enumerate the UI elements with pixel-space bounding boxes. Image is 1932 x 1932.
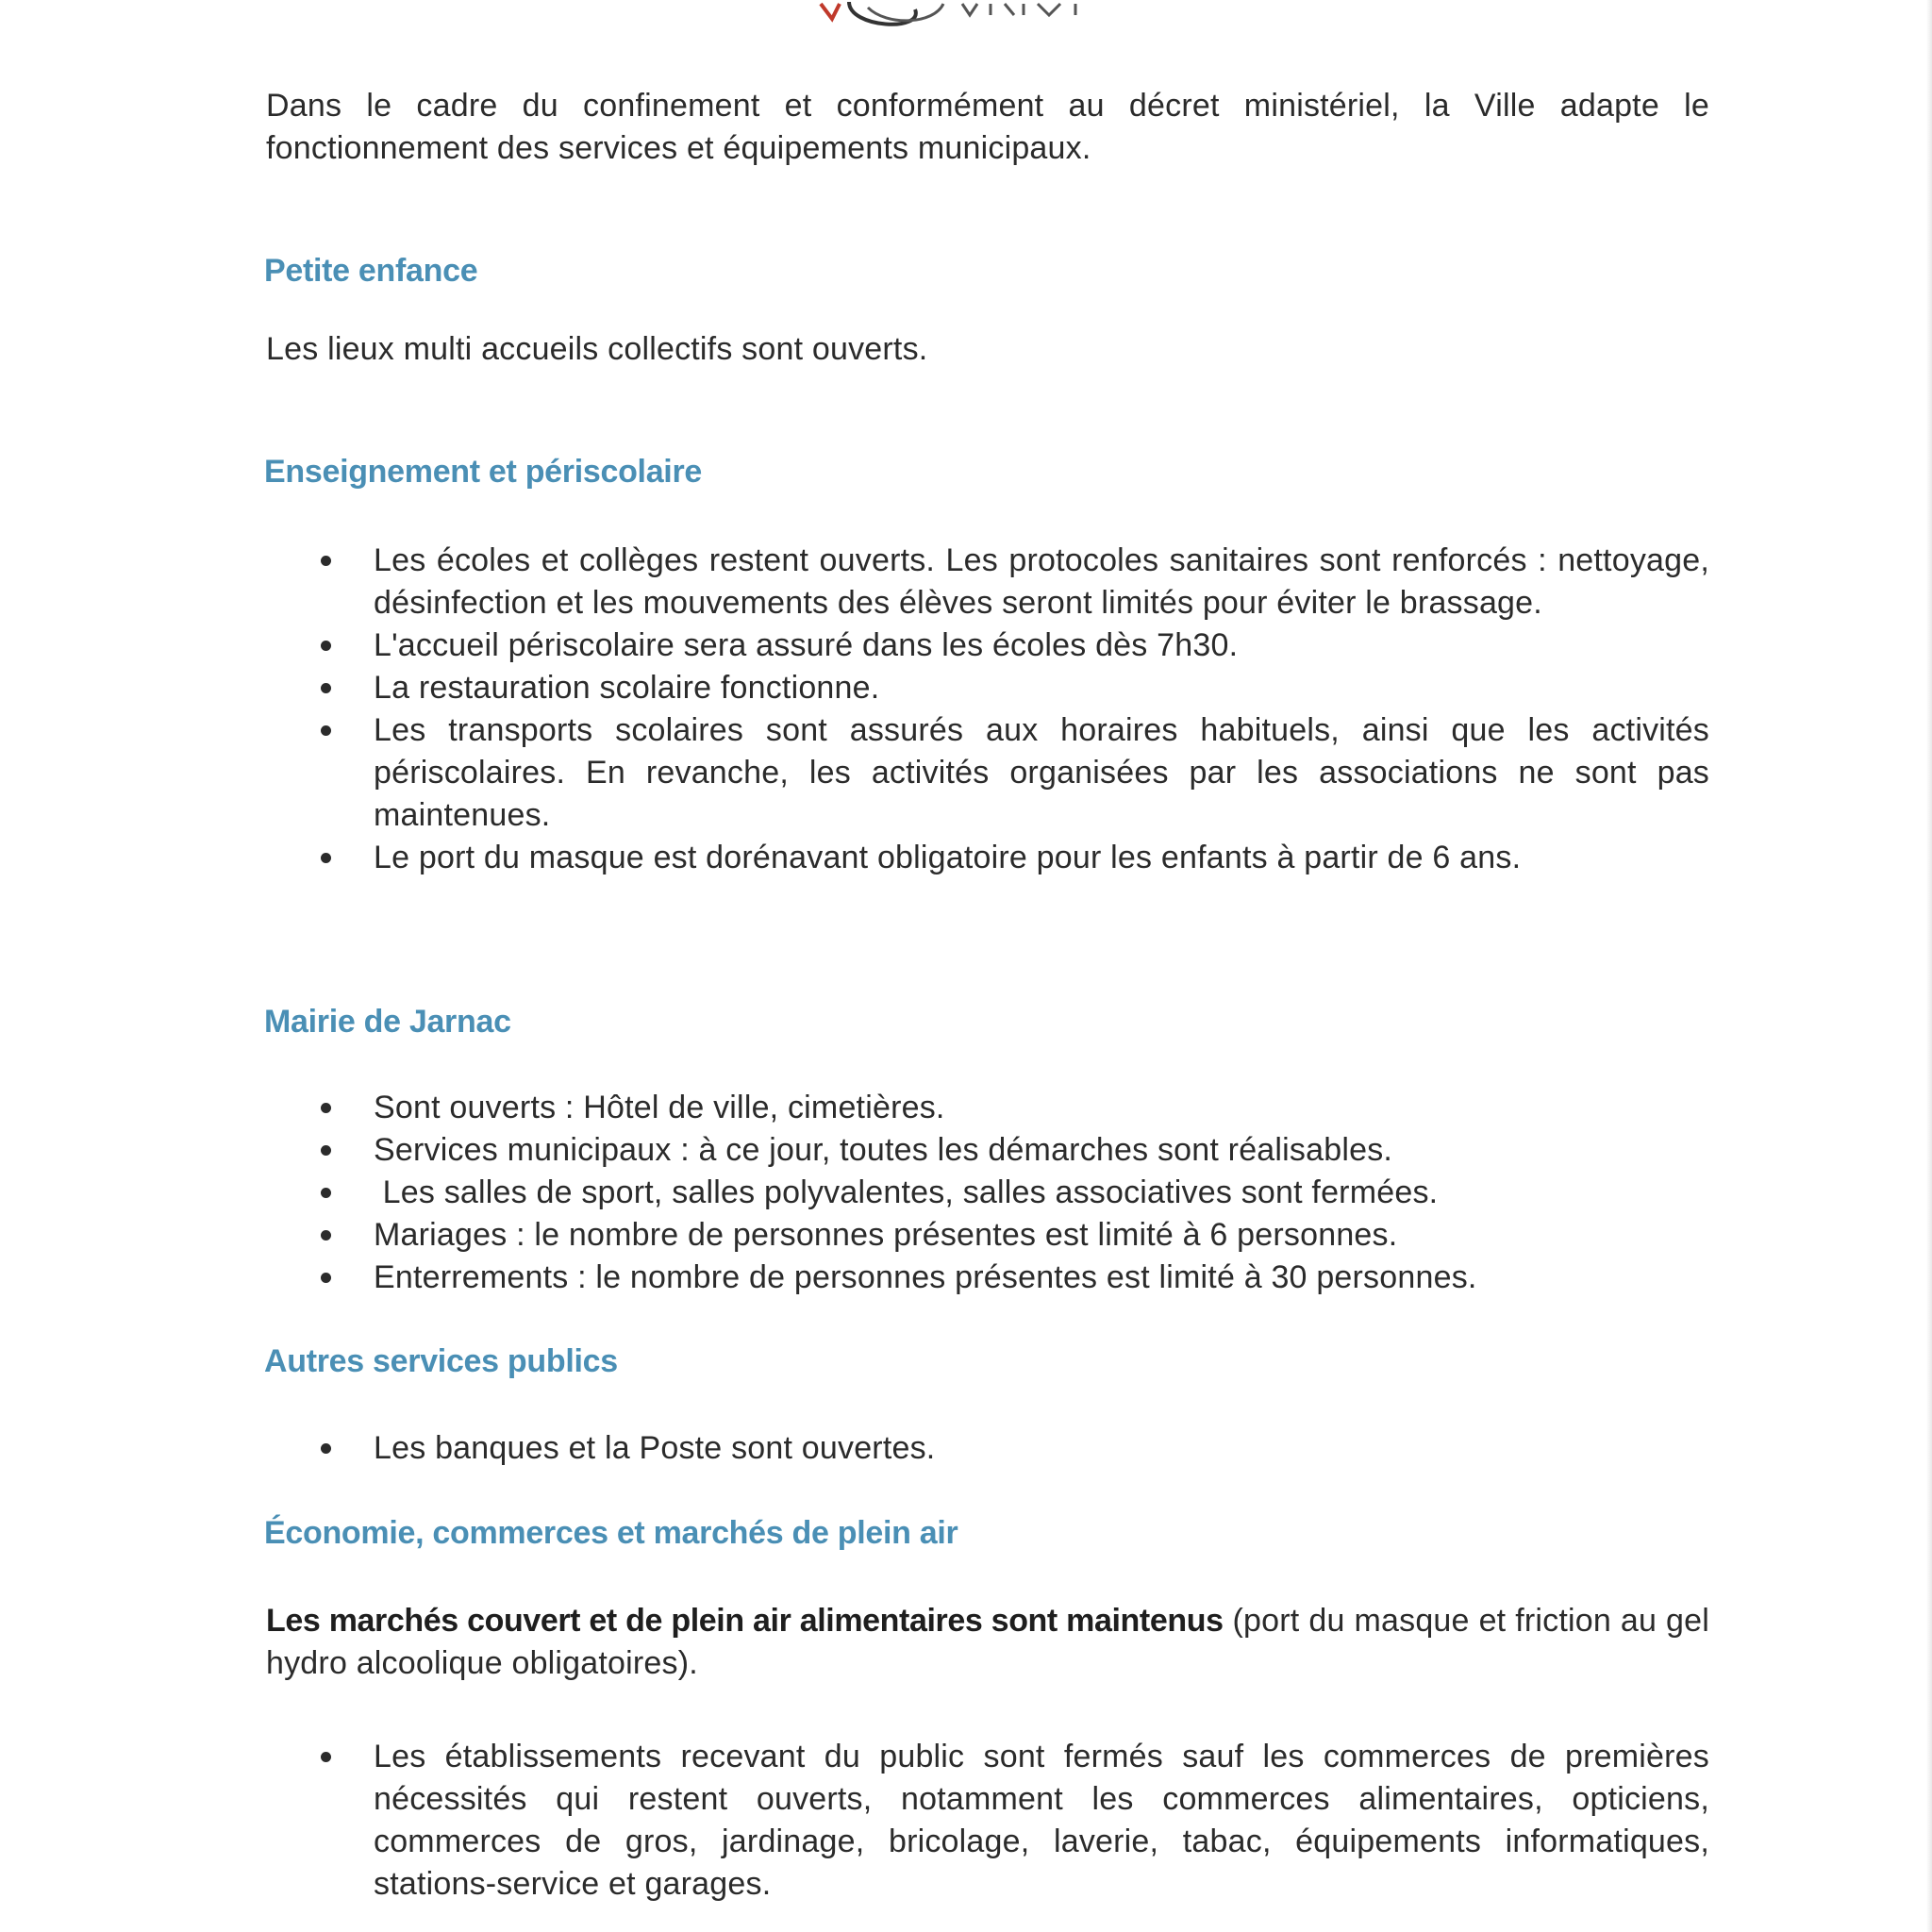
economie-lead-rest: (port du masque et friction au gel hydro alcoolique obligatoires). [266,1603,1709,1681]
bullet-icon [321,641,331,651]
bullet-icon [321,1103,331,1113]
bullet-icon [321,725,331,736]
bullet-icon [321,1145,331,1156]
bullet-icon [321,1230,331,1241]
list-item: Le port du masque est dorénavant obligatoire pour les enfants à partir de 6 ans. [374,837,1709,879]
bullet-icon [321,1188,331,1198]
section-title-enseignement: Enseignement et périscolaire [264,454,702,490]
scan-edge-shadow [1926,0,1932,1932]
section-title-mairie: Mairie de Jarnac [264,1004,511,1040]
bullet-icon [321,1443,331,1454]
economie-list [374,1736,1709,1906]
bullet-icon [321,1752,331,1762]
petite-enfance-text: Les lieux multi accueils collectifs sont ouverts. [266,331,928,367]
mairie-list [374,1087,1709,1299]
list-item: Sont ouverts : Hôtel de ville, cimetières. [374,1087,1709,1129]
economie-lead-bold: Les marchés couvert et de plein air alimentaires sont maintenus [266,1603,1224,1639]
economie-lead-paragraph [266,1600,1709,1685]
autres-list [374,1427,1709,1470]
logo-fragment [811,0,1189,40]
list-item: Services municipaux : à ce jour, toutes les démarches sont réalisables. [374,1129,1709,1172]
list-item: Enterrements : le nombre de personnes présentes est limité à 30 personnes. [374,1257,1709,1299]
bullet-icon [321,1273,331,1283]
list-item: L'accueil périscolaire sera assuré dans les écoles dès 7h30. [374,625,1709,667]
bullet-icon [321,683,331,693]
bullet-icon [321,853,331,863]
section-title-petite-enfance: Petite enfance [264,253,478,289]
list-item: Mariages : le nombre de personnes présentes est limité à 6 personnes. [374,1214,1709,1257]
section-title-autres-services: Autres services publics [264,1343,618,1379]
list-item: La restauration scolaire fonctionne. [374,667,1709,709]
enseignement-list [374,540,1709,879]
list-item: Les salles de sport, salles polyvalentes, salles associatives sont fermées. [374,1172,1709,1214]
list-item: Les établissements recevant du public sont fermés sauf les commerces de premières nécessités qui restent ouverts, notamment les commerces alimentaires, opticiens, commerces de gros, jardinage, bricolage, laverie, tabac, équipements informatiques, stations-service et garages. [374,1736,1709,1906]
list-item: Les écoles et collèges restent ouverts. Les protocoles sanitaires sont renforcés : nettoyage, désinfection et les mouvements des élèves seront limités pour éviter le brassage. [374,540,1709,625]
list-item: Les banques et la Poste sont ouvertes. [374,1427,1709,1470]
bullet-icon [321,556,331,566]
section-title-economie: Économie, commerces et marchés de plein air [264,1515,958,1551]
intro-paragraph: Dans le cadre du confinement et conformément au décret ministériel, la Ville adapte le fonctionnement des services et équipements municipaux. [266,88,1709,166]
list-item: Les transports scolaires sont assurés aux horaires habituels, ainsi que les activités périscolaires. En revanche, les activités organisées par les associations ne sont pas maintenues. [374,709,1709,837]
